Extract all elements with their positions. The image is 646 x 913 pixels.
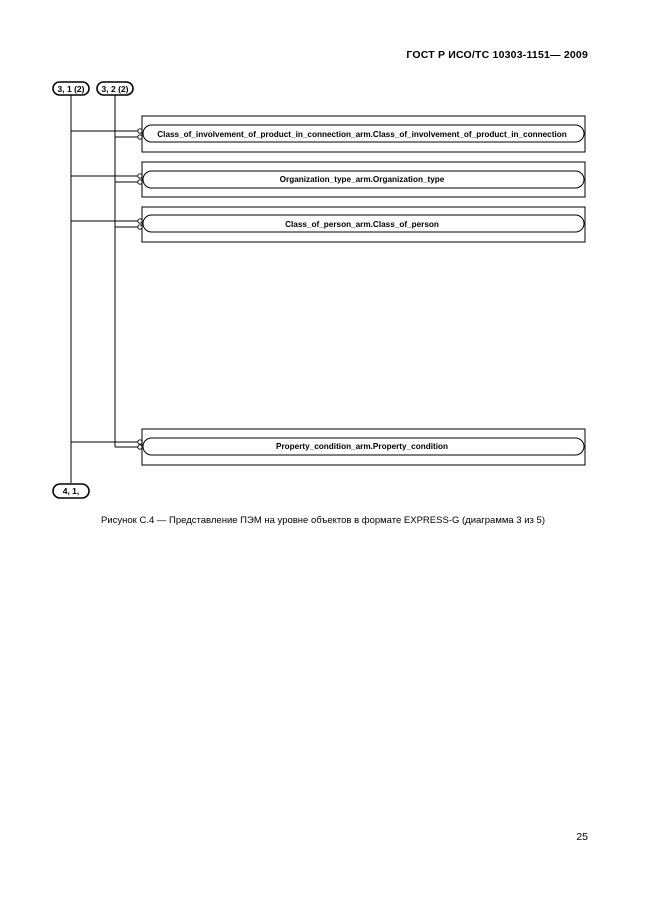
figure-caption: Рисунок С.4 — Представление ПЭМ на уровне объектов в формате EXPRESS-G (диаграмма 3 из 5) xyxy=(101,515,545,526)
entity-class-of-person xyxy=(142,207,585,242)
page-ref-bottom-label: 4, 1, xyxy=(62,486,80,496)
page-ref-top-2-label: 3, 2 (2) xyxy=(101,84,129,94)
page-ref-top-2 xyxy=(97,82,133,95)
page-ref-top-1-label: 3, 1 (2) xyxy=(57,84,85,94)
entity-organization-type-label: Organization_type_arm.Organization_type xyxy=(279,175,445,184)
page-ref-bottom xyxy=(53,484,89,498)
page-number: 25 xyxy=(576,831,588,843)
entity-class-of-person-label: Class_of_person_arm.Class_of_person xyxy=(285,220,439,229)
entity-property-condition-label: Property_condition_arm.Property_condition xyxy=(276,442,448,451)
document-code: ГОСТ Р ИСО/ТС 10303-1151— 2009 xyxy=(406,49,588,61)
entity-organization-type xyxy=(142,162,585,197)
page-ref-top-1 xyxy=(53,82,89,95)
entity-class-of-involvement-label: Class_of_involvement_of_product_in_connection_arm.Class_of_involvement_of_product_in_connection xyxy=(157,130,567,139)
entity-class-of-involvement xyxy=(142,116,585,152)
entity-property-condition xyxy=(142,429,585,465)
